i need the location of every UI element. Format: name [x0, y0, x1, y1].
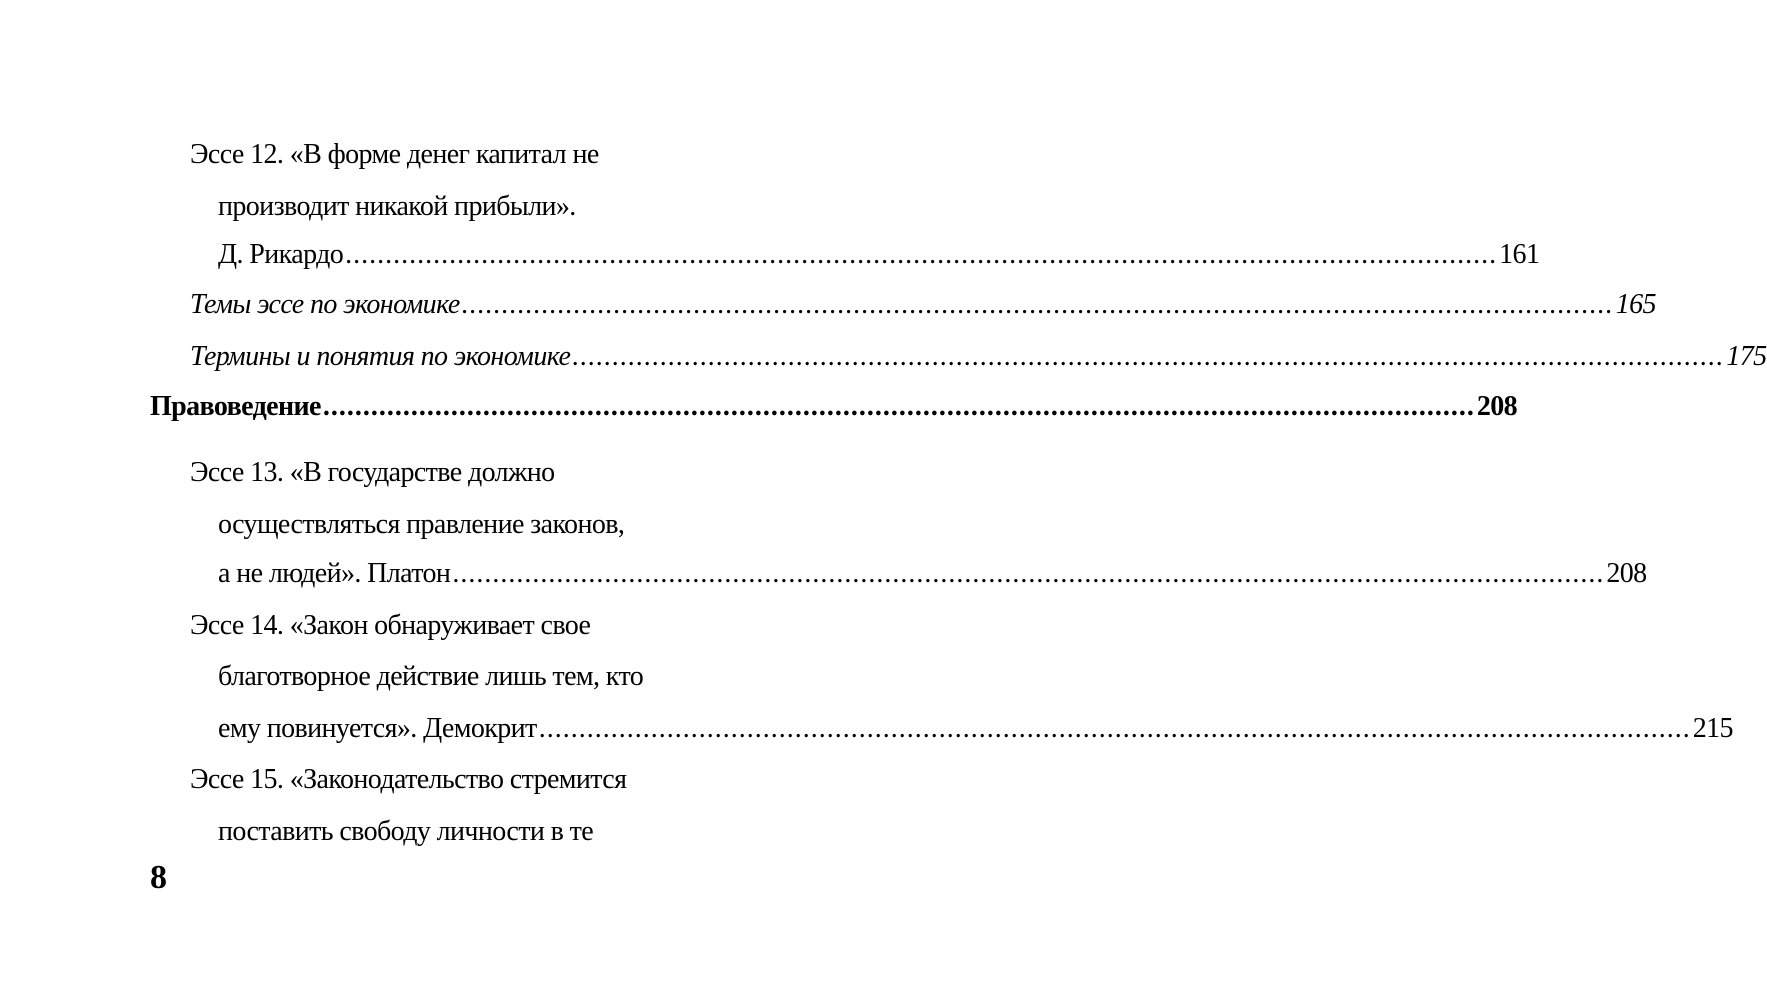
toc-entry-econ-terms[interactable]: [190, 340, 1767, 374]
page-number: 8: [150, 859, 167, 896]
essay-15-line-2: поставить свободу личности в те: [218, 816, 594, 847]
toc-section-law[interactable]: [150, 390, 1518, 424]
essay-13-line-2: осуществляться правление законов,: [218, 509, 625, 540]
dot-leader: ................................................................................................................................................: [345, 239, 1498, 270]
dot-leader: ................................................................................................................................................: [452, 558, 1605, 589]
econ-terms-page: 175: [1726, 341, 1767, 372]
dot-leader: ................................................................................................................................................: [538, 713, 1691, 744]
toc-entry-econ-topics[interactable]: [190, 288, 1656, 322]
dot-leader: ................................................................................................................................................: [572, 341, 1725, 372]
toc-entry-essay-12[interactable]: [218, 238, 1540, 272]
econ-terms-label: Термины и понятия по экономике: [190, 341, 571, 372]
essay-12-line-2: производит никакой прибыли».: [218, 191, 576, 222]
essay-13-line-3: а не людей». Платон: [218, 558, 451, 589]
essay-14-line-1: Эссе 14. «Закон обнаруживает свое: [190, 610, 591, 641]
section-law-label: Правоведение: [150, 391, 321, 422]
section-law-page: 208: [1476, 391, 1518, 422]
toc-entry-essay-13[interactable]: [218, 557, 1647, 591]
essay-12-page: 161: [1499, 239, 1540, 270]
econ-topics-label: Темы эссе по экономике: [190, 289, 460, 320]
essay-12-line-1: Эссе 12. «В форме денег капитал не: [190, 139, 599, 170]
dot-leader: ................................................................................................................................................: [461, 289, 1614, 320]
essay-12-line-3: Д. Рикардо: [218, 239, 344, 270]
essay-15-line-1: Эссе 15. «Законодательство стремится: [190, 764, 627, 795]
dot-leader: ................................................................................................................................................: [322, 391, 1475, 422]
econ-topics-page: 165: [1615, 289, 1656, 320]
essay-14-page: 215: [1692, 713, 1733, 744]
essay-13-page: 208: [1606, 558, 1647, 589]
essay-13-line-1: Эссе 13. «В государстве должно: [190, 457, 555, 488]
essay-14-line-2: благотворное действие лишь тем, кто: [218, 661, 644, 692]
toc-entry-essay-14[interactable]: [218, 712, 1733, 746]
essay-14-line-3: ему повинуется». Демокрит: [218, 713, 537, 744]
